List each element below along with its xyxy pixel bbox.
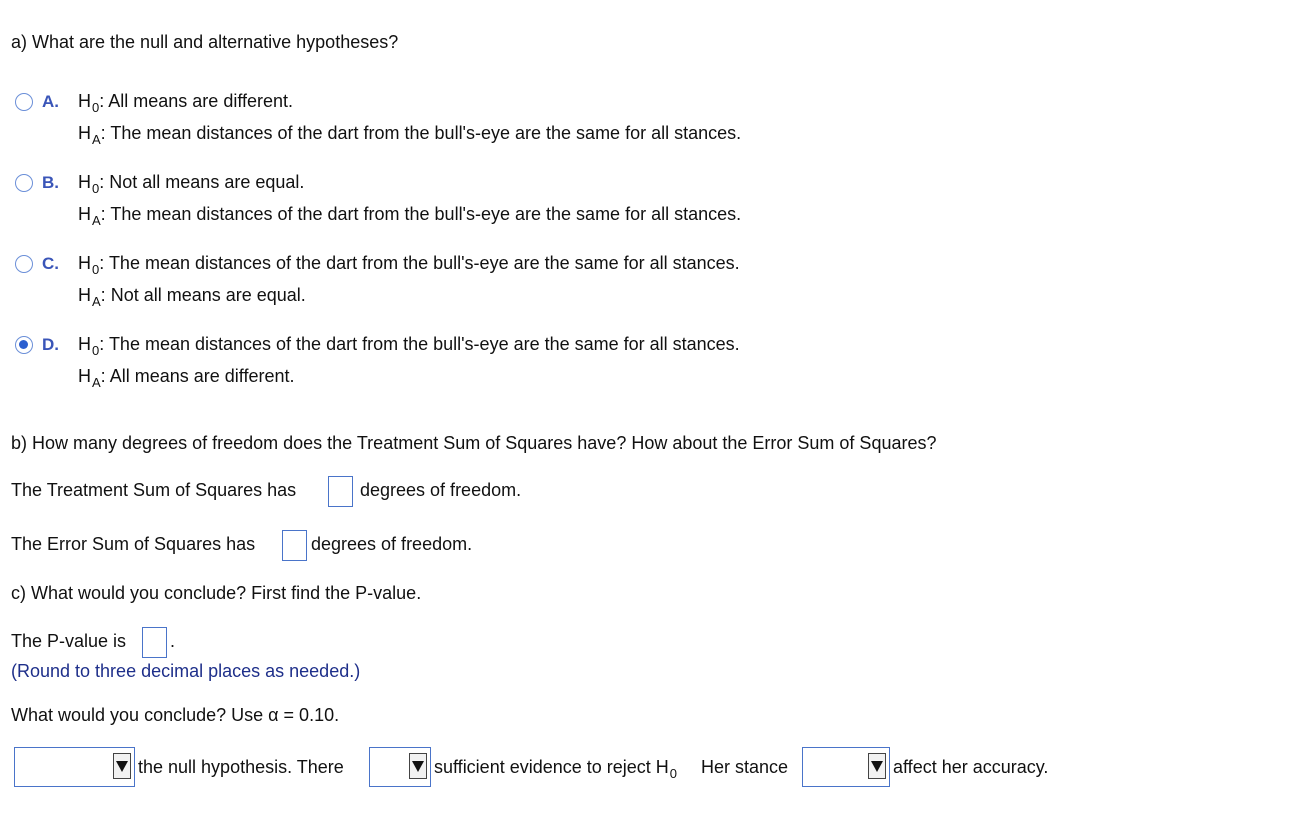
chevron-down-icon[interactable]: [409, 753, 427, 779]
option-c-ha-text: Not all means are equal.: [110, 285, 306, 305]
stance-effect-dropdown[interactable]: [802, 747, 890, 787]
option-b-ha-text: The mean distances of the dart from the bull's-eye are the same for all stances.: [110, 204, 742, 224]
option-d-radio[interactable]: [15, 336, 33, 354]
question-a: a) What are the null and alternative hypotheses?: [11, 32, 399, 52]
sentence-part2: sufficient evidence to reject $H_0$: [434, 757, 678, 781]
option-c-ha[interactable]: $H_A$: Not all means are equal.: [78, 285, 306, 309]
sentence-part4: affect her accuracy.: [893, 757, 1049, 777]
treatment-df-input[interactable]: [328, 476, 353, 507]
error-df-suffix: degrees of freedom.: [311, 534, 473, 554]
option-a-ha[interactable]: $H_A$: The mean distances of the dart from the bull's-eye are the same for all stances.: [78, 123, 742, 147]
reject-decision-dropdown[interactable]: [14, 747, 135, 787]
pvalue-label: The P-value is: [11, 631, 127, 651]
treatment-df-label: The Treatment Sum of Squares has: [11, 480, 297, 500]
chevron-down-icon[interactable]: [868, 753, 886, 779]
option-d-h0[interactable]: $H_0$: The mean distances of the dart from the bull's-eye are the same for all stances.: [78, 334, 740, 358]
option-b-h0-text: Not all means are equal.: [109, 172, 305, 192]
option-a-ha-text: The mean distances of the dart from the bull's-eye are the same for all stances.: [110, 123, 742, 143]
option-c-h0-text: The mean distances of the dart from the bull's-eye are the same for all stances.: [108, 253, 740, 273]
sentence-part1: the null hypothesis. There: [138, 757, 344, 777]
treatment-df-suffix: degrees of freedom.: [360, 480, 522, 500]
option-b-radio[interactable]: [15, 174, 33, 192]
sentence-part3: Her stance: [701, 757, 789, 777]
option-c-letter[interactable]: C.: [42, 254, 59, 273]
pvalue-period: .: [170, 631, 176, 651]
option-b-letter[interactable]: B.: [42, 173, 59, 192]
option-a-h0-text: All means are different.: [108, 91, 294, 111]
question-c: c) What would you conclude? First find the P-value.: [11, 583, 422, 603]
option-d-h0-text: The mean distances of the dart from the bull's-eye are the same for all stances.: [108, 334, 740, 354]
conclude-prompt: What would you conclude? Use α = 0.10.: [11, 705, 340, 725]
pvalue-input[interactable]: [142, 627, 167, 658]
option-d-letter[interactable]: D.: [42, 335, 59, 354]
option-c-h0[interactable]: $H_0$: The mean distances of the dart from the bull's-eye are the same for all stances.: [78, 253, 740, 277]
option-a-h0[interactable]: $H_0$: All means are different.: [78, 91, 294, 115]
evidence-dropdown[interactable]: [369, 747, 431, 787]
option-d-ha[interactable]: $H_A$: All means are different.: [78, 366, 295, 390]
option-a-letter[interactable]: A.: [42, 92, 59, 111]
round-hint: (Round to three decimal places as needed.): [11, 661, 361, 681]
option-a-radio[interactable]: [15, 93, 33, 111]
option-c-radio[interactable]: [15, 255, 33, 273]
option-b-h0[interactable]: $H_0$: Not all means are equal.: [78, 172, 305, 196]
option-b-ha[interactable]: $H_A$: The mean distances of the dart from the bull's-eye are the same for all stances.: [78, 204, 742, 228]
error-df-label: The Error Sum of Squares has: [11, 534, 256, 554]
error-df-input[interactable]: [282, 530, 307, 561]
question-b: b) How many degrees of freedom does the Treatment Sum of Squares have? How about the Error Sum of Squares?: [11, 433, 937, 453]
option-d-ha-text: All means are different.: [109, 366, 295, 386]
chevron-down-icon[interactable]: [113, 753, 131, 779]
